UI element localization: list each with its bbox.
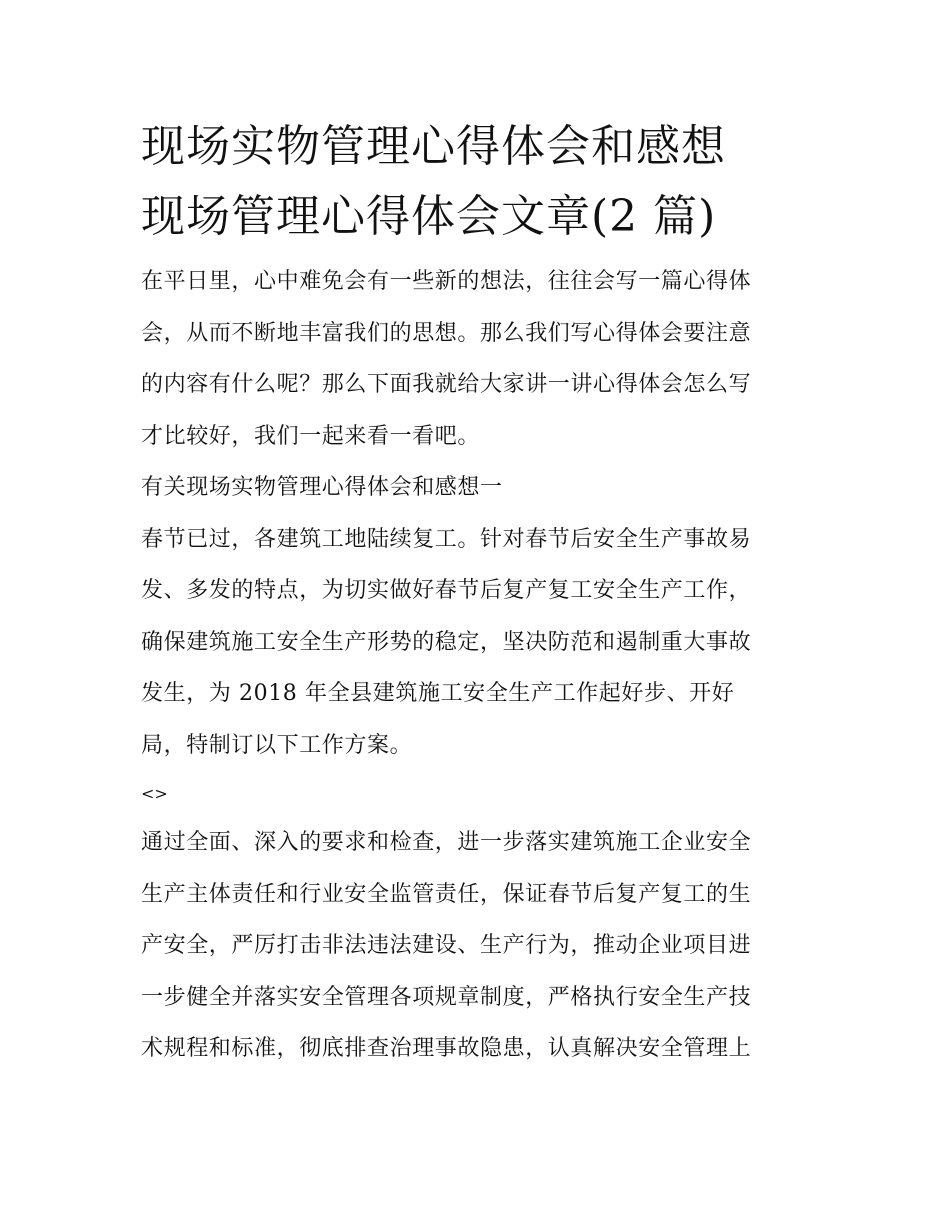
text-line: 产安全，严厉打击非法违法建设、生产行为，推动企业项目进 [141, 933, 752, 958]
text-line: 术规程和标准，彻底排查治理事故隐患，认真解决安全管理上 [141, 1036, 752, 1061]
text-line: 才比较好，我们一起来看一看吧。 [141, 423, 481, 449]
text-line: 生产主体责任和行业安全监管责任，保证春节后复产复工的生 [141, 881, 752, 907]
title-line: 现场管理心得体会文章(2 篇) [141, 191, 717, 242]
section-heading: 有关现场实物管理心得体会和感想一 [141, 475, 503, 500]
text-line: 发生，为 2018 年全县建筑施工安全生产工作起好步、开好 [141, 681, 735, 706]
document-title [141, 112, 813, 252]
text-line: 局，特制订以下工作方案。 [141, 732, 413, 758]
text-line: 会，从而不断地丰富我们的思想。那么我们写心得体会要注意 [141, 320, 752, 346]
text-line: 一步健全并落实安全管理各项规章制度，严格执行安全生产技 [141, 984, 752, 1010]
intro-paragraph [141, 256, 813, 462]
body-paragraph-2 [141, 817, 813, 1075]
body-paragraph-1 [141, 514, 813, 772]
document-page [141, 112, 813, 1075]
text-line: 的内容有什么呢？那么下面我就给大家讲一讲心得体会怎么写 [141, 372, 752, 397]
text-line: 确保建筑施工安全生产形势的稳定，坚决防范和遏制重大事故 [141, 629, 752, 655]
text-line: 发、多发的特点，为切实做好春节后复产复工安全生产工作， [141, 578, 752, 603]
marker-text: <> [141, 784, 168, 803]
text-line: 在平日里，心中难免会有一些新的想法，往往会写一篇心得体 [141, 269, 752, 294]
title-line: 现场实物管理心得体会和感想 [141, 121, 726, 172]
text-line: 春节已过，各建筑工地陆续复工。针对春节后安全生产事故易 [141, 526, 752, 552]
text-line: 通过全面、深入的要求和检查，进一步落实建筑施工企业安全 [141, 830, 752, 855]
